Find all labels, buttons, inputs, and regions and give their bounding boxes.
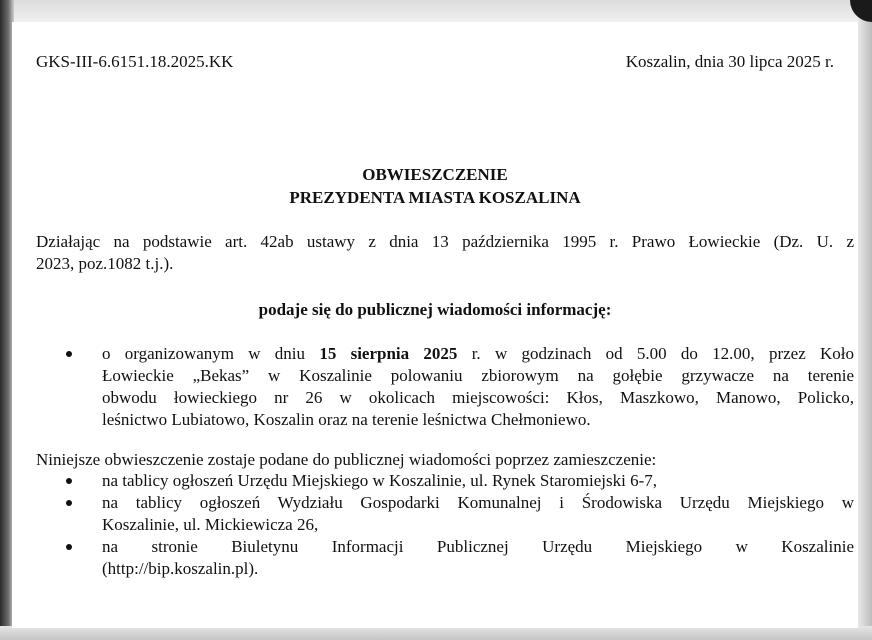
hunt-item-line-3: obwodu łowieckiego nr 26 w okolicach miejscowości: Kłos, Maszkowo, Manowo, Policko,: [102, 388, 854, 407]
viewer-frame-bottom: [0, 626, 872, 640]
intro-line-1: Działając na podstawie art. 42ab ustawy z dnia 13 października 1995 r. Prawo Łowieckie (Dz. U. z: [36, 232, 854, 251]
hunt-item-line-2: Łowieckie „Bekas” w Koszalinie polowaniu zbiorowym na gołębie grzywacze na terenie: [102, 366, 854, 385]
bullet-icon: [66, 351, 72, 357]
hunt-item-text-before: o organizowanym w dniu: [102, 344, 306, 363]
document-reference: GKS-III-6.6151.18.2025.KK: [36, 52, 234, 71]
bullet-icon: [66, 478, 72, 484]
announcement-heading: podaje się do publicznej wiadomości informację:: [258, 300, 612, 319]
hunt-date: 15 sierpnia 2025: [319, 344, 458, 363]
document-page: [12, 22, 858, 628]
bullet-icon: [66, 544, 72, 550]
publication-item-3-line-1: na stronie Biuletynu Informacji Publicznej Urzędu Miejskiego w Koszalinie: [102, 537, 854, 556]
hunt-item-text-after: r. w godzinach od 5.00 do 12.00, przez Koło: [471, 344, 855, 363]
viewer-frame-right: [858, 0, 872, 640]
publication-item-2-line-2: Koszalinie, ul. Mickiewicza 26,: [102, 515, 319, 534]
bip-link[interactable]: (http://bip.koszalin.pl).: [102, 559, 259, 578]
publication-item-1: na tablicy ogłoszeń Urzędu Miejskiego w Koszalinie, ul. Rynek Staromiejski 6-7,: [102, 471, 658, 490]
place-and-date: Koszalin, dnia 30 lipca 2025 r.: [625, 52, 834, 71]
publication-item-2-line-1: na tablicy ogłoszeń Wydziału Gospodarki Komunalnej i Środowiska Urzędu Miejskiego w: [102, 493, 854, 512]
document-issuer: PREZYDENTA MIASTA KOSZALINA: [289, 188, 581, 207]
viewer-frame-top: [0, 0, 872, 24]
hunt-item-line-4: leśnictwo Lubiatowo, Koszalin oraz na terenie leśnictwa Chełmoniewo.: [102, 410, 591, 429]
hunt-item-line-1: [102, 344, 854, 364]
intro-line-2: 2023, poz.1082 t.j.).: [36, 254, 174, 273]
bullet-icon: [66, 500, 72, 506]
document-title: OBWIESZCZENIE: [362, 165, 508, 184]
publication-intro: Niniejsze obwieszczenie zostaje podane do publicznej wiadomości poprzez zamieszczenie:: [36, 450, 657, 469]
